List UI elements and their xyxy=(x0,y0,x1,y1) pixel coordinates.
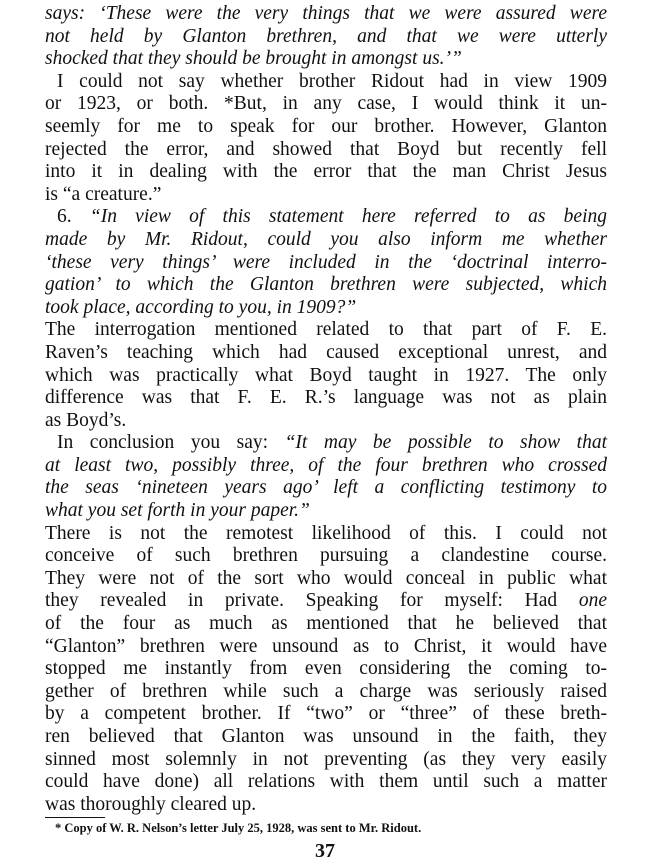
text-line xyxy=(45,681,607,704)
text-line xyxy=(45,93,607,116)
roman-text: of the four as much as mentioned that he believed that xyxy=(45,613,607,635)
italic-text: took place, according to you, in 1909?” xyxy=(45,296,357,318)
roman-text: stopped me instantly from even considering the coming to- xyxy=(45,658,607,680)
text-line xyxy=(45,297,607,320)
body-text xyxy=(45,3,607,816)
text-line xyxy=(45,206,607,229)
roman-text: is “a creature.” xyxy=(45,183,162,205)
italic-text: “In view of this statement here referred to as being xyxy=(89,206,608,228)
italic-text: “It may be possible to show that xyxy=(284,432,608,454)
text-line xyxy=(45,500,607,523)
text-line xyxy=(45,342,607,365)
text-line xyxy=(45,726,607,749)
text-line xyxy=(45,703,607,726)
roman-text: by a competent brother. If “two” or “three” of these breth- xyxy=(45,703,607,725)
footnote: * Copy of W. R. Nelson’s letter July 25, 1928, was sent to Mr. Ridout. xyxy=(55,821,422,835)
roman-text: difference was that F. E. R.’s language was not as plain xyxy=(45,387,607,409)
text-line xyxy=(45,387,607,410)
text-line xyxy=(45,410,607,433)
text-line xyxy=(45,161,607,184)
text-line xyxy=(45,3,607,26)
footnote-divider xyxy=(45,817,105,818)
roman-text: could have done) all relations with them until such a matter xyxy=(45,771,607,793)
text-line xyxy=(45,749,607,772)
text-line xyxy=(45,274,607,297)
text-line xyxy=(45,139,607,162)
roman-text: they revealed in private. Speaking for myself: Had xyxy=(45,590,579,612)
text-line xyxy=(45,636,607,659)
roman-text: The interrogation mentioned related to that part of F. E. xyxy=(45,319,607,341)
italic-text: at least two, possibly three, of the four brethren who crossed xyxy=(45,454,607,476)
roman-text: Raven’s teaching which had caused exceptional unrest, and xyxy=(45,341,607,363)
roman-text: I could not say whether brother Ridout had in view 1909 xyxy=(57,70,607,92)
text-line xyxy=(45,568,607,591)
roman-text: gether of brethren while such a charge was seriously raised xyxy=(45,680,607,702)
text-line xyxy=(45,48,607,71)
roman-text: as Boyd’s. xyxy=(45,409,127,431)
roman-text: was thoroughly cleared up. xyxy=(45,793,257,815)
roman-text: In conclusion you say: xyxy=(57,432,285,454)
text-line xyxy=(45,455,607,478)
italic-text: one xyxy=(578,590,607,612)
text-line xyxy=(45,26,607,49)
italic-text: the seas ‘nineteen years ago’ left a conflicting testimony to xyxy=(45,477,607,499)
text-line xyxy=(45,432,607,455)
italic-text: says: ‘These were the very things that we were assured were xyxy=(45,3,607,24)
text-line xyxy=(45,613,607,636)
text-line xyxy=(45,116,607,139)
italic-text: what you set forth in your paper.” xyxy=(45,500,310,522)
text-line xyxy=(45,771,607,794)
italic-text: made by Mr. Ridout, could you also inform me whether xyxy=(45,228,607,250)
roman-text: sinned most solemnly in not preventing (as they very easily xyxy=(45,748,607,770)
roman-text: rejected the error, and showed that Boyd but recently fell xyxy=(45,138,607,160)
roman-text: or 1923, or both. *But, in any case, I would think it un- xyxy=(45,93,607,115)
roman-text: which was practically what Boyd taught in 1927. The only xyxy=(45,364,607,386)
roman-text: 6. xyxy=(57,206,90,228)
text-line xyxy=(45,229,607,252)
text-line xyxy=(45,71,607,94)
text-line xyxy=(45,545,607,568)
italic-text: not held by Glanton brethren, and that we were utterly xyxy=(45,25,607,47)
text-line xyxy=(45,252,607,275)
text-line xyxy=(45,477,607,500)
italic-text: ‘these very things’ were included in the ‘doctrinal interro- xyxy=(45,251,607,273)
roman-text: conceive of such brethren pursuing a clandestine course. xyxy=(45,545,607,567)
text-line xyxy=(45,319,607,342)
text-line xyxy=(45,184,607,207)
italic-text: shocked that they should be brought in amongst us.’” xyxy=(45,48,462,70)
text-line xyxy=(45,658,607,681)
text-line xyxy=(45,365,607,388)
roman-text: into it in dealing with the error that the man Christ Jesus xyxy=(45,161,607,183)
italic-text: gation’ to which the Glanton brethren were subjected, which xyxy=(45,274,607,296)
roman-text: There is not the remotest likelihood of this. I could not xyxy=(45,522,607,544)
text-line xyxy=(45,590,607,613)
roman-text: ren believed that Glanton was unsound in the faith, they xyxy=(45,726,607,747)
roman-text: “Glanton” brethren were unsound as to Christ, it would have xyxy=(45,635,607,657)
text-line xyxy=(45,794,607,817)
roman-text: They were not of the sort who would conceal in public what xyxy=(45,567,607,589)
roman-text: seemly for me to speak for our brother. However, Glanton xyxy=(45,115,607,137)
text-line xyxy=(45,523,607,546)
page-number: 37 xyxy=(315,840,335,862)
